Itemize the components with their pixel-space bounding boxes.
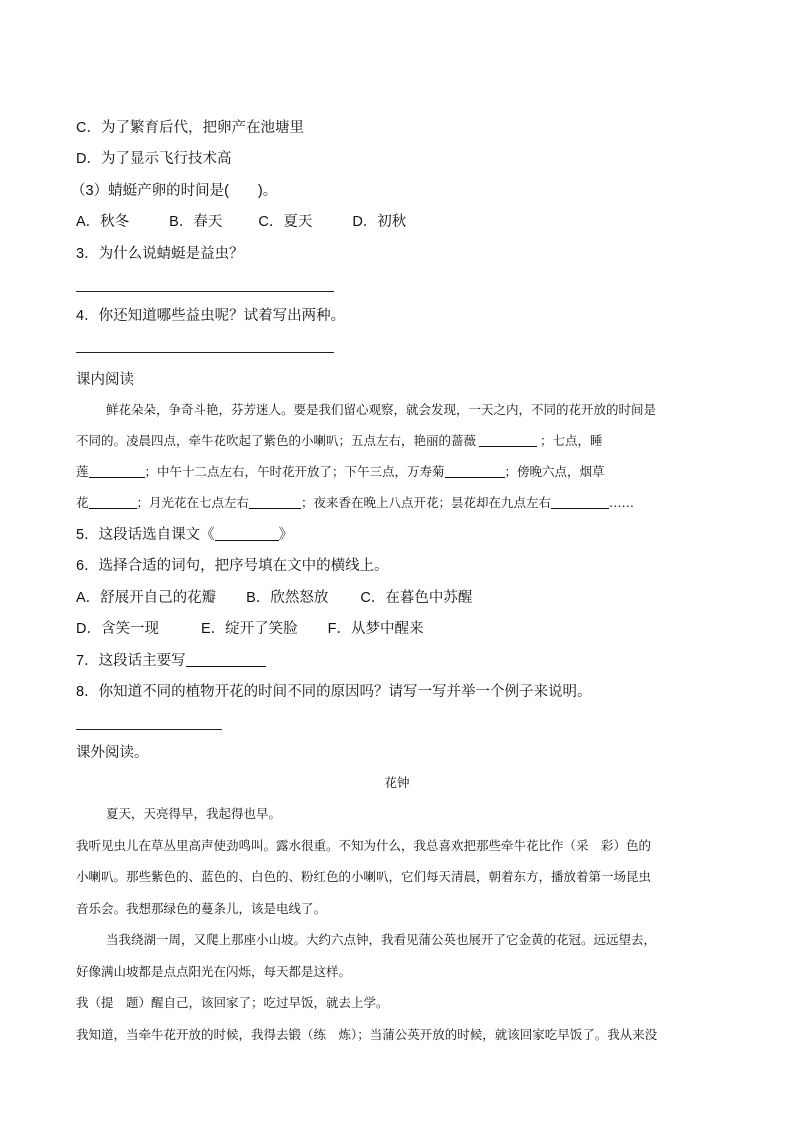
passage-line-2: 不同的。凌晨四点，牵牛花吹起了紫色的小喇叭；五点左右，艳丽的蔷薇 ；七点，睡 (76, 433, 603, 448)
answer-line-other-insects[interactable] (76, 352, 334, 353)
passage-line-1: 鲜花朵朵，争奇斗艳，芬芳迷人。要是我们留心观察，就会发现，一天之内，不同的花开放的时间是 (106, 402, 657, 417)
question-7-main-idea: 7．这段话主要写 (76, 651, 266, 671)
question-8-reason: 8．你知道不同的植物开花的时间不同的原因吗？请写一写并举一个例子来说明。 (76, 684, 592, 700)
blank-marigold[interactable] (445, 463, 505, 478)
blank-water-lily[interactable] (89, 463, 145, 478)
article-line-1: 夏天，天亮得早，我起得也早。 (106, 806, 282, 821)
q6-options-row-1 (76, 588, 472, 608)
blank-moonflower[interactable] (249, 494, 301, 509)
blank-rose[interactable] (479, 432, 537, 447)
article-line-3: 小喇叭。那些紫色的、蓝色的、白色的、粉红色的小喇叭，它们每天清晨，朝着东方，播放着第一场昆虫 (76, 869, 652, 884)
option-c-line: C．为了繁育后代，把卵产在池塘里 (76, 120, 304, 136)
q6-option-f: F．从梦中醒来 (327, 621, 424, 637)
q3-option-d: D．初秋 (352, 214, 407, 230)
option-d-line: D．为了显示飞行技术高 (76, 151, 232, 167)
question-benefit: 3．为什么说蜻蜓是益虫？ (76, 246, 244, 262)
q6-option-b: B．欣然怒放 (246, 590, 329, 606)
q6-options-row-2 (76, 619, 424, 639)
article-line-7: 我（提 题）醒自己，该回家了；吃过早饭，就去上学。 (76, 995, 389, 1010)
question-5-source: 5．这段话选自课文《 》 (76, 527, 294, 543)
q6-option-c: C．在暮色中苏醒 (360, 590, 473, 606)
blank-lesson-title[interactable] (215, 526, 279, 541)
q6-option-d: D．含笑一现 (76, 621, 159, 637)
inclass-heading: 课内阅读 (76, 372, 134, 388)
question-6-choose: 6．选择合适的词句，把序号填在文中的横线上。 (76, 558, 389, 574)
q6-option-a: A．舒展开自己的花瓣 (76, 590, 217, 606)
article-line-4: 音乐会。我想那绿色的蔓条儿，该是电线了。 (76, 901, 327, 916)
q3-options-row (76, 212, 406, 232)
blank-main-idea[interactable] (186, 652, 266, 667)
blank-tobacco-flower[interactable] (89, 494, 137, 509)
passage-line-4: 花 ；月光花在七点左右 ；夜来香在晚上八点开花；昙花却在九点左右 …… (76, 495, 635, 510)
passage-line-3: 莲 ；中午十二点左右，午时花开放了；下午三点，万寿菊 ；傍晚六点，烟草 (76, 464, 605, 479)
q3-option-a: A．秋冬 (76, 214, 130, 230)
question-other-insects: 4．你还知道哪些益虫呢？试着写出两种。 (76, 308, 346, 324)
q3-option-c: C．夏天 (258, 214, 313, 230)
question-3-lay-time: （3）蜻蜓产卵的时间是( )。 (71, 183, 278, 199)
article-line-6: 好像满山坡都是点点阳光在闪烁，每天都是这样。 (76, 964, 352, 979)
answer-line-reason[interactable] (76, 729, 222, 730)
article-line-2: 我听见虫儿在草丛里高声使劲鸣叫。露水很重。不知为什么，我总喜欢把那些牵牛花比作（采 彩）色的 (76, 838, 652, 853)
article-title: 花钟 (384, 775, 410, 790)
article-line-8: 我知道，当牵牛花开放的时候，我得去锻（练 炼）；当蒲公英开放的时候，就该回家吃早饭了。我从来没 (76, 1027, 658, 1042)
answer-line-benefit[interactable] (76, 291, 334, 292)
q6-option-e: E．绽开了笑脸 (200, 621, 298, 637)
blank-epiphyllum[interactable] (551, 494, 609, 509)
q3-option-b: B．春天 (169, 214, 223, 230)
article-line-5: 当我绕湖一周，又爬上那座小山坡。大约六点钟，我看见蒲公英也展开了它金黄的花冠。远远望去， (106, 932, 657, 947)
outclass-heading: 课外阅读。 (76, 745, 149, 761)
